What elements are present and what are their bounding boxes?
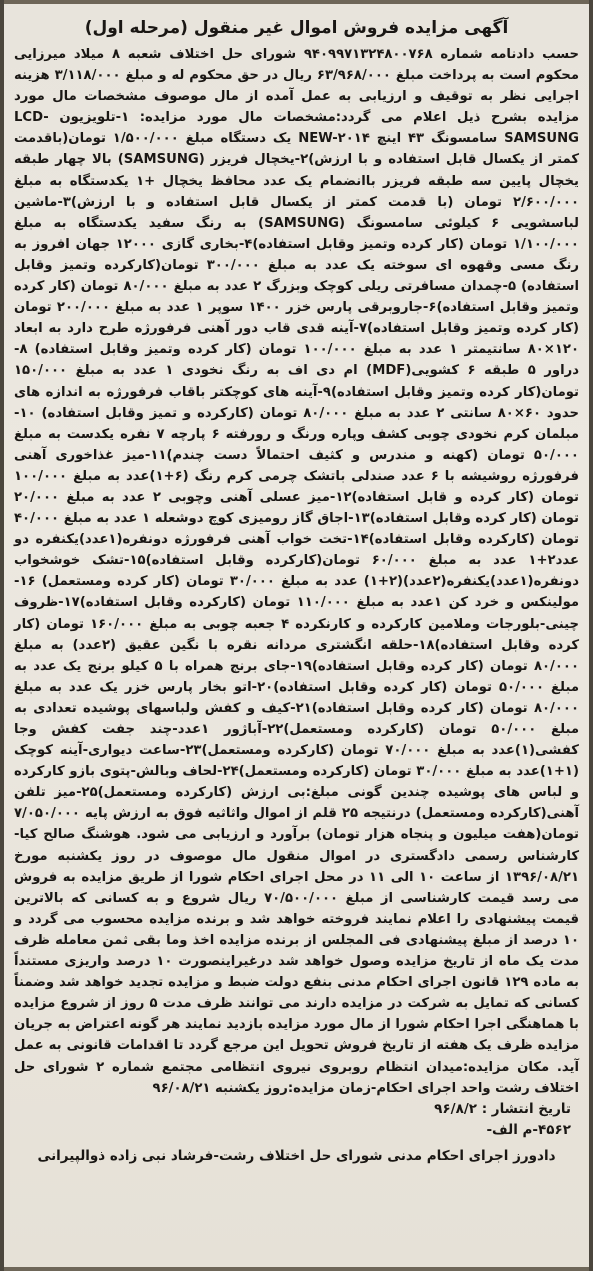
newspaper-notice [4, 4, 589, 1267]
reference-code: ۴۵۶۲-م الف- [486, 1121, 571, 1138]
signature: دادورز اجرای احکام مدنی شورای حل اختلاف رشت-فرشاد نبی زاده ذوالپیرانی [37, 1147, 556, 1164]
publish-date: تاریخ انتشار : ۹۶/۸/۲ [434, 1100, 571, 1117]
notice-title: آگهی مزایده فروش اموال غیر منقول (مرحله اول) [84, 18, 509, 38]
notice-body: حسب دادنامه شماره ۹۴۰۹۹۷۱۳۲۴۸۰۰۷۶۸ شورای حل اختلاف شعبه ۸ میلاد میرزایی محکوم است به پرداخت مبلغ ۶۳/۹۶۸/۰۰۰ ریال در حق محکوم له و مبلغ ۳/۱۱۸/۰۰۰ هزینه اجرایی نظر به توقیف و ارزیابی به عمل آمده از مال موصوف مشخصات مال مورد مزایده بشرح ذیل اعلام می گردد:مشخصات مال مورد مزایده: ۱-تلویزیون LCD-SAMSUNG سامسونگ ۴۳ اینچ NEW-۲۰۱۴ یک دستگاه مبلغ ۱/۵۰۰/۰۰۰ تومان(باقدمت کمتر از یکسال قابل استفاده و با ارزش)۲-یخچال فریزر (SAMSUNG) بالا چهار طبقه یخچال پایین سه طبقه فریزر باانضمام یک عدد محافظ یخچال +۱ یکدستگاه به مبلغ ۲/۶۰۰/۰۰۰ تومان (با قدمت کمتر از یکسال قابل استفاده و با ارزش)۳-ماشین لباسشویی ۶ کیلوئی سامسونگ (SAMSUNG) به رنگ سفید یکدستگاه به مبلغ ۱/۱۰۰/۰۰۰ تومان (کار کرده وتمیز وقابل استفاده)۴-بخاری گازی ۱۲۰۰۰ جهان افروز به رنگ مسی وقهوه ای سوخته یک عدد به مبلغ ۳۰۰/۰۰۰ تومان(کارکرده وتمیز وقابل استفاده) ۵-چمدان مسافرتی ریلی کوچک وبزرگ ۲ عدد به مبلغ ۸۰/۰۰۰ تومان (کار کرده وتمیز وقابل استفاده)۶-جاروبرقی پارس خزر ۱۴۰۰ سوپر ۱ عدد به مبلغ ۲۰۰/۰۰۰ تومان (کار کرده وتمیز وقابل استفاده)۷-آینه قدی قاب دور آهنی فرفورژه طرح دارد به ابعاد ۱۲۰×۸۰ سانتیمتر ۱ عدد به مبلغ ۱۰۰/۰۰۰ تومان (کار کرده وتمیز وقابل استفاده) ۸-دراور ۵ طبقه ۶ کشویی(MDF) ام دی اف به رنگ نخودی ۱ عدد به مبلغ ۱۵۰/۰۰۰ تومان(کار کرده وتمیز وقابل استفاده)۹-آینه های کوچکتر باقاب فرفورژه به اندازه های حدود ۶۰×۸۰ سانتی ۲ عدد به مبلغ ۸۰/۰۰۰ تومان (کارکرده و تمیز وقابل استفاده) ۱۰-مبلمان کرم نخودی چوبی کشف وپاره ورنگ و رورفته ۶ پارچه ۷ نفره یکدست به مبلغ ۵۰/۰۰۰ تومان (کهنه و مندرس و کثیف احتمالاً دست چندم)۱۱-میز غذاخوری آهنی فرفورژه روشیشه با ۶ عدد صندلی باتشک چرمی کرم رنگ (۶+۱)عدد به مبلغ ۱۰۰/۰۰۰ تومان (کار کرده و قابل استفاده)۱۲-میز عسلی آهنی وچوبی ۲ عدد به مبلغ ۲۰/۰۰۰ تومان (کار کرده وقابل استفاده)۱۳-اجاق گاز رومیزی کوچ دوشعله ۱ عدد به مبلغ ۴۰/۰۰۰ تومان (کارکرده وقابل استفاده)۱۴-تخت خواب آهنی فرفورژه دونفره(۱عدد)یکنفره دو عدد۲+۱ عدد به مبلغ ۶۰/۰۰۰ تومان(کارکرده وقابل استفاده)۱۵-تشک خوشخواب دونفره(۱عدد)یکنفره(۲عدد)(۲+۱) عدد به مبلغ ۳۰/۰۰۰ تومان (کار کرده ومستعمل) ۱۶-مولینکس و خرد کن ۱عدد به مبلغ ۱۱۰/۰۰۰ تومان (کارکرده وقابل استفاده)۱۷-ظروف چینی-بلورجات وملامین کارکرده و کارنکرده ۴ جعبه چوبی به مبلغ ۱۶۰/۰۰۰ تومان (کار کرده وقابل استفاده)۱۸-حلقه انگشتری مردانه نقره با نگین عقیق (۲عدد) به مبلغ ۸۰/۰۰۰ تومان (کار کرده وقابل استفاده)۱۹-جای برنج همراه با ۵ کیلو برنج یک عدد به مبلغ ۵۰/۰۰۰ تومان (کار کرده وقابل استفاده)۲۰-اتو بخار پارس خزر یک عدد به مبلغ ۸۰/۰۰۰ تومان (کار کرده وقابل استفاده)۲۱-کیف و کفش ولباسهای پوشیده تعدادی به مبلغ ۵۰/۰۰۰ تومان (کارکرده ومستعمل)۲۲-آباژور ۱عدد-چند جفت کفش وجا کفشی(۱)عدد به مبلغ ۷۰/۰۰۰ تومان (کارکرده ومستعمل)۲۳-ساعت دیواری-آینه کوچک (۱+۱)عدد به مبلغ ۳۰/۰۰۰ تومان (کارکرده ومستعمل)۲۴-لحاف وبالش-پتوی بازو کارکرده و لباس های پوشیده چندین گونی مبلغ:بی ارزش (کارکرده ومستعمل)۲۵-میز تلفن آهنی(کارکرده ومستعمل) درنتیجه ۲۵ قلم از اموال واثاثیه فوق به ارزش پایه ۷/۰۵۰/۰۰۰ تومان(هفت میلیون و پنجاه هزار تومان) برآورد و ارزیابی می شود. هوشنگ صالح کیا-کارشناس رسمی دادگستری در اموال منقول مال موصوف در روز یکشنبه مورخ ۱۳۹۶/۰۸/۲۱ از ساعت ۱۰ الی ۱۱ در محل اجرای احکام شورا از طریق مزایده به فروش می رسد قیمت کارشناسی از مبلغ ۷۰/۵۰۰/۰۰۰ ریال شروع و به کسانی که بالاترین قیمت پیشنهادی را اعلام نمایند فروخته خواهد شد و برنده مزایده محسوب می گردد و ۱۰ درصد از مبلغ پیشنهادی فی المجلس از برنده مزایده اخذ وما بقی ثمن معامله ظرف مدت یک ماه از تاریخ مزایده وصول خواهد شد درغیراینصورت ۱۰ درصد واریزی مستنداً به ماده ۱۲۹ قانون اجرای احکام مدنی بنفع دولت ضبط و مزایده تجدید خواهد شد وضمناً کسانی که تمایل به شرکت در مزایده دارند می توانند ظرف مدت ۵ روز از شروع مزایده با هماهنگی اجرا احکام شورا از مال مورد مزایده بازدید نمایند هر گونه اعتراض به جریان مزایده ظرف یک هفته از تاریخ فروش تحویل این مرجع گردد تا اقدامات قانونی به عمل آید. مکان مزایده:میدان انتظام روبروی نیروی انتظامی مجتمع شماره ۲ شورای حل اختلاف رشت واحد اجرای احکام-زمان مزایده:روز یکشنبه ۹۶/۰۸/۲۱ [14, 47, 580, 1096]
scan-edge-right [589, 0, 593, 1271]
